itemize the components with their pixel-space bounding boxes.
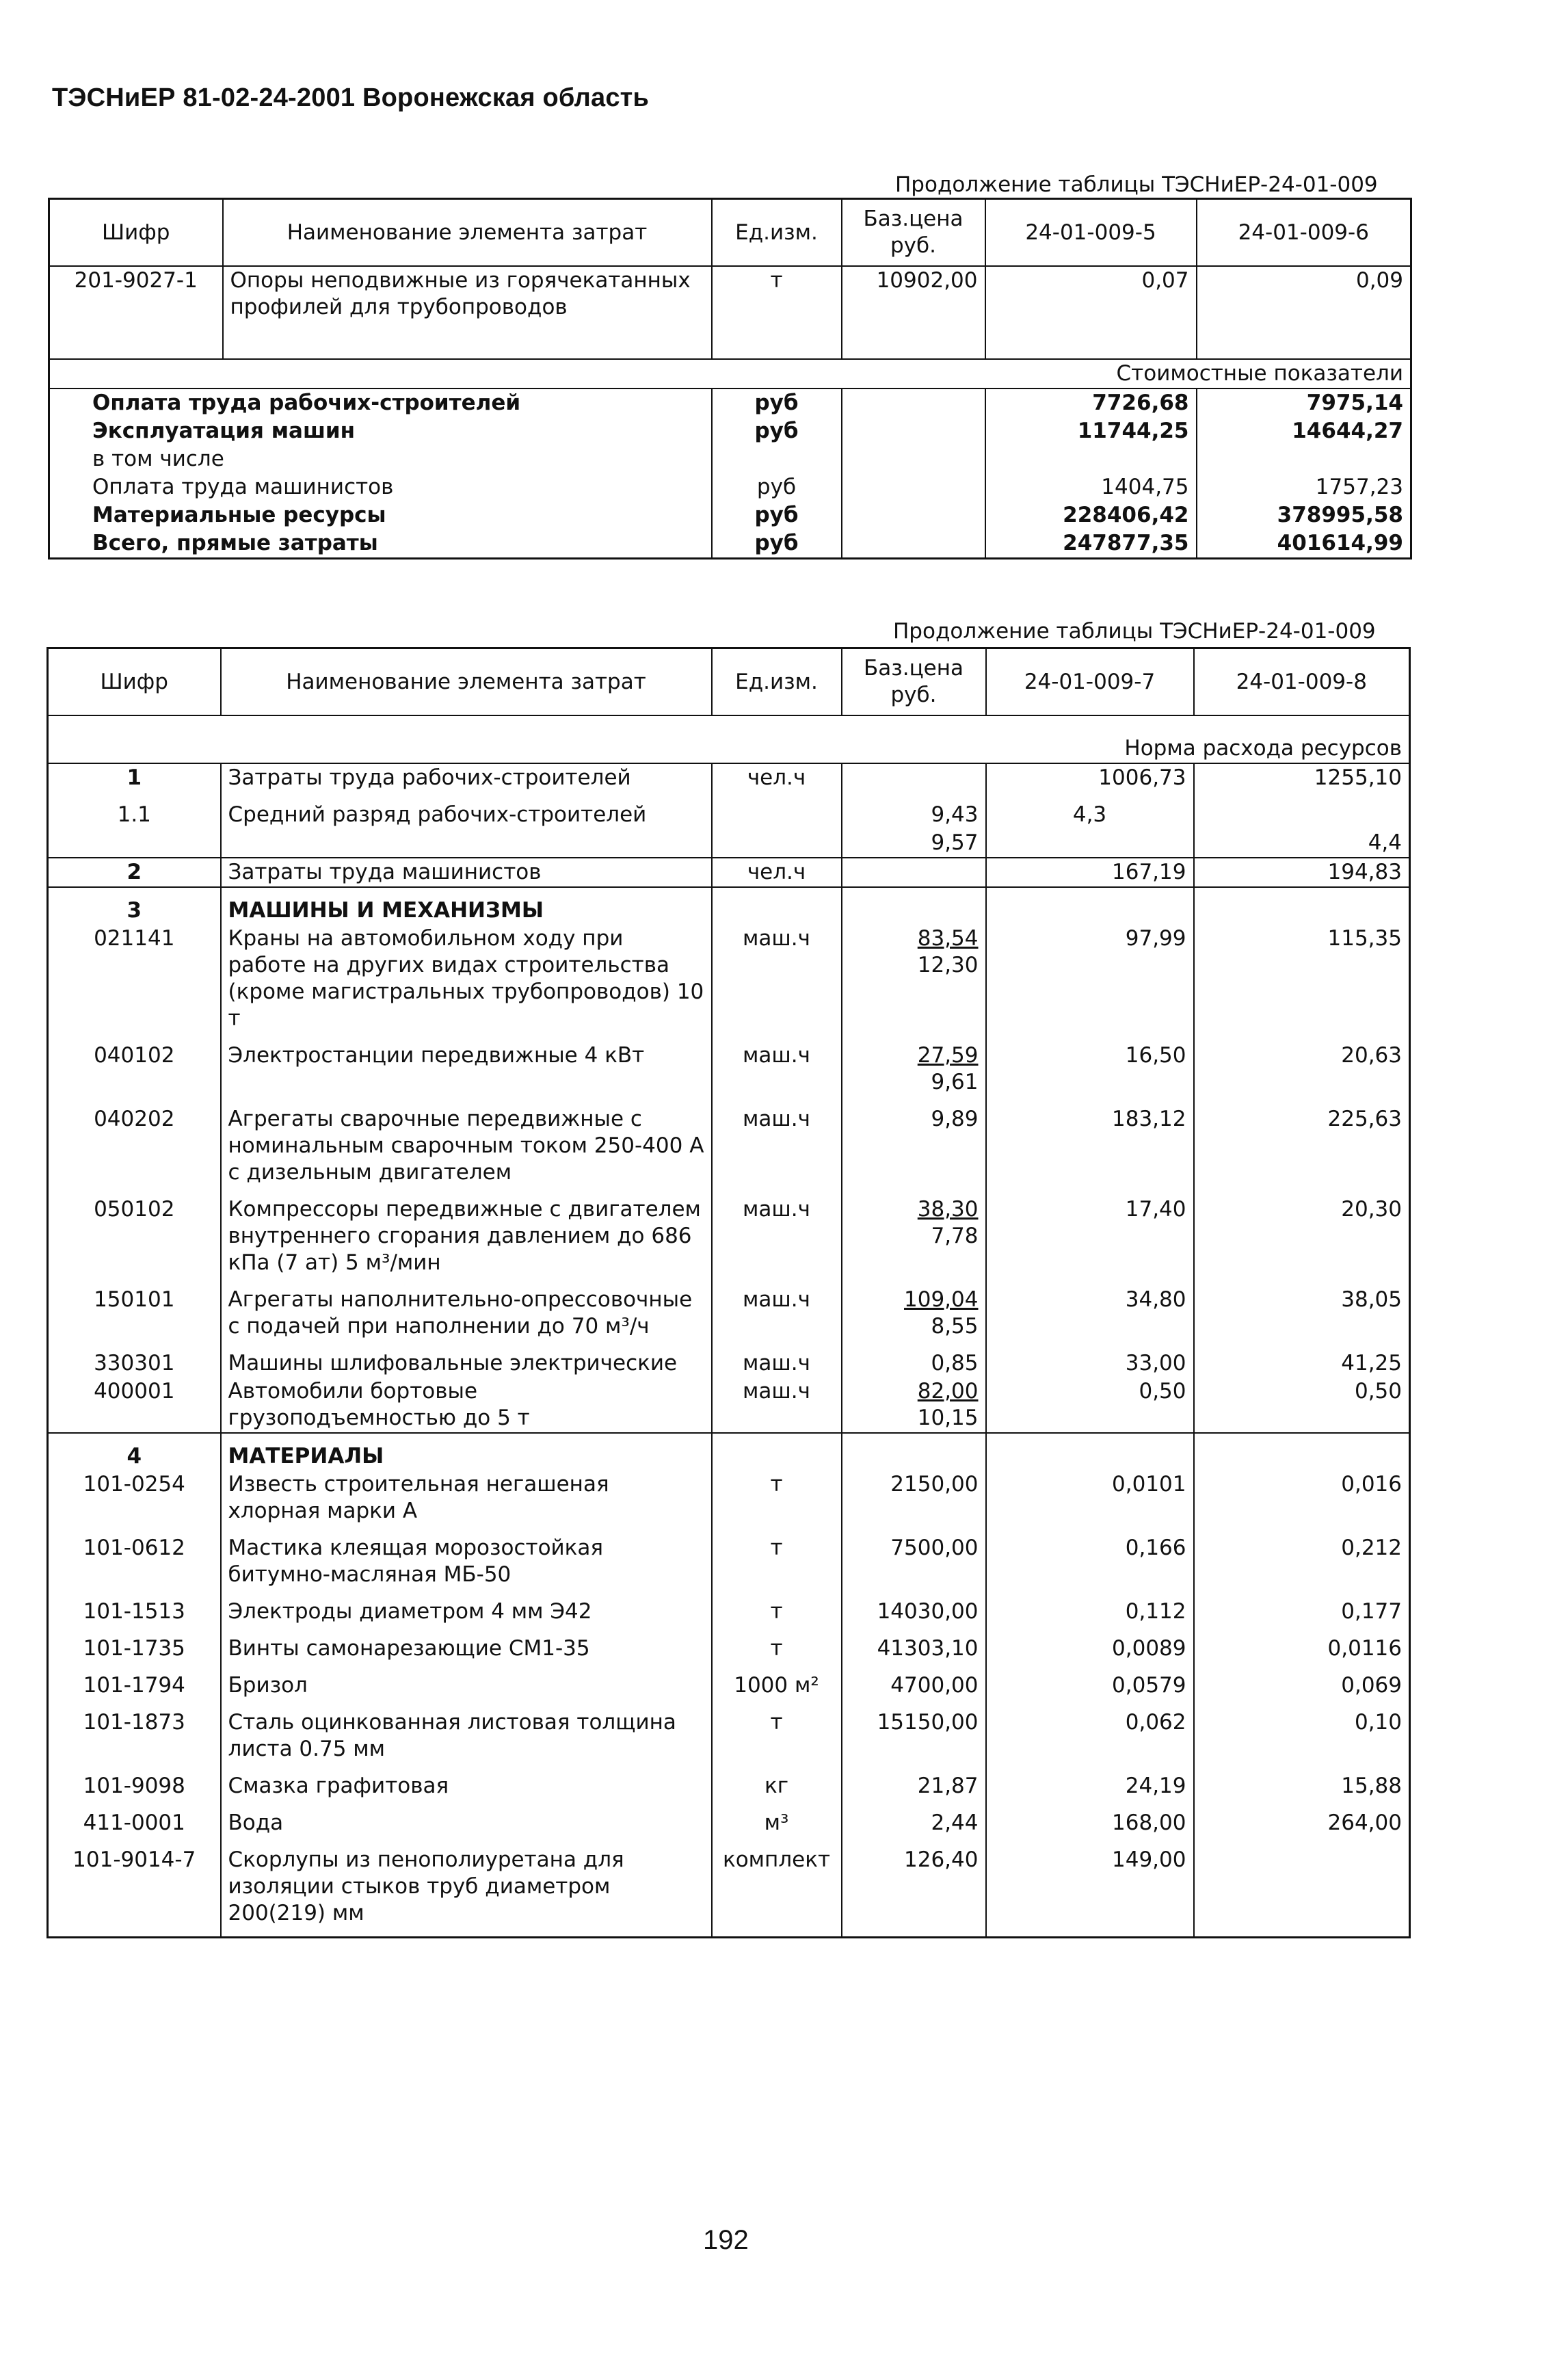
row-unit: чел.ч <box>712 763 842 792</box>
row-price-secondary: 9,61 <box>931 1070 979 1094</box>
cost-unit: руб <box>712 473 842 501</box>
row-name: Сталь оцинкованная листовая толщина листа 0.75 мм <box>221 1709 712 1772</box>
row-unit: т <box>712 1534 842 1598</box>
table-row <box>48 1349 1410 1378</box>
row-price: 109,04 <box>904 1287 979 1312</box>
section-row <box>49 359 1411 389</box>
row-code: 201-9027-1 <box>49 266 223 359</box>
table2-continuation-caption: Продолжение таблицы ТЭСНиЕР-24-01-009 <box>893 619 1376 644</box>
cost-value-b: 14644,27 <box>1197 417 1411 445</box>
row-name: Агрегаты сварочные передвижные с номинальным сварочным током 250-400 А с дизельным двигателем <box>221 1105 712 1196</box>
row-value-b: 0,09 <box>1197 266 1411 359</box>
row-price: 82,00 <box>917 1379 979 1404</box>
row-unit: т <box>712 1709 842 1772</box>
section-label: Стоимостные показатели <box>49 359 1411 389</box>
table-row <box>48 1598 1410 1635</box>
row-price: 10902,00 <box>842 266 985 359</box>
row-value-b: 0,016 <box>1194 1471 1410 1534</box>
page-number: 192 <box>703 2225 749 2255</box>
table-row <box>48 1709 1410 1772</box>
row-unit: кг <box>712 1772 842 1809</box>
table-row <box>48 858 1410 887</box>
table-row <box>48 763 1410 792</box>
row-value-a: 0,0089 <box>986 1635 1194 1672</box>
row-value-b: 0,0116 <box>1194 1635 1410 1672</box>
row-value-b: 4,4 <box>1194 829 1410 858</box>
row-value-a: 4,3 <box>986 792 1194 829</box>
row-name: Скорлупы из пенополиуретана для изоляции стыков труб диаметром 200(219) мм <box>221 1846 712 1938</box>
table-row <box>48 1846 1410 1938</box>
cost-unit: руб <box>712 417 842 445</box>
row-name: Электроды диаметром 4 мм Э42 <box>221 1598 712 1635</box>
header-col-b: 24-01-009-6 <box>1197 199 1411 267</box>
table-row <box>48 1772 1410 1809</box>
row-value-a: 33,00 <box>986 1349 1194 1378</box>
table-row <box>49 266 1411 359</box>
cost-value-b: 1757,23 <box>1197 473 1411 501</box>
row-value-a: 0,50 <box>986 1378 1194 1433</box>
row-value-a: 34,80 <box>986 1286 1194 1349</box>
row-unit: м³ <box>712 1809 842 1846</box>
row-unit: маш.ч <box>712 1378 842 1433</box>
row-code: 150101 <box>48 1286 221 1349</box>
table-row <box>48 1196 1410 1286</box>
table-row <box>49 417 1411 445</box>
row-unit: комплект <box>712 1846 842 1938</box>
cost-value-a: 247877,35 <box>985 529 1197 559</box>
row-value-a: 0,07 <box>985 266 1197 359</box>
row-price: 9,89 <box>842 1105 986 1196</box>
row-name: Мастика клеящая морозостойкая битумно-масляная МБ-50 <box>221 1534 712 1598</box>
row-value-b: 264,00 <box>1194 1809 1410 1846</box>
table-row <box>48 1672 1410 1709</box>
row-price: 21,87 <box>842 1772 986 1809</box>
row-name: Электростанции передвижные 4 кВт <box>221 1042 712 1105</box>
row-value-a: 1006,73 <box>986 763 1194 792</box>
row-name: Средний разряд рабочих-строителей <box>221 792 712 829</box>
row-price-secondary: 8,55 <box>931 1314 979 1339</box>
row-name: Агрегаты наполнительно-опрессовочные с подачей при наполнении до 70 м³/ч <box>221 1286 712 1349</box>
document-title: ТЭСНиЕР 81-02-24-2001 Воронежская область <box>52 83 650 112</box>
row-value-a: 168,00 <box>986 1809 1194 1846</box>
table-row <box>48 829 1410 858</box>
row-name: Затраты труда рабочих-строителей <box>221 763 712 792</box>
row-price: 2,44 <box>842 1809 986 1846</box>
row-code: 040202 <box>48 1105 221 1196</box>
section-label: Норма расхода ресурсов <box>48 715 1410 763</box>
section-heading: МАТЕРИАЛЫ <box>221 1433 712 1471</box>
row-value-a: 0,0101 <box>986 1471 1194 1534</box>
section-heading-row <box>48 1433 1410 1471</box>
cost-label: Оплата труда машинистов <box>49 473 712 501</box>
row-code: 101-9014-7 <box>48 1846 221 1938</box>
row-value-b: 0,10 <box>1194 1709 1410 1772</box>
header-code: Шифр <box>49 199 223 267</box>
row-unit: чел.ч <box>712 858 842 887</box>
header-col-a: 24-01-009-5 <box>985 199 1197 267</box>
row-code: 101-1513 <box>48 1598 221 1635</box>
row-code: 101-9098 <box>48 1772 221 1809</box>
table-row <box>49 473 1411 501</box>
row-price-secondary: 10,15 <box>917 1406 979 1430</box>
row-value-b: 0,069 <box>1194 1672 1410 1709</box>
table-row <box>48 1635 1410 1672</box>
cost-value-b: 7975,14 <box>1197 389 1411 417</box>
table-row <box>48 1105 1410 1196</box>
row-value-b: 115,35 <box>1194 925 1410 1042</box>
row-value-a: 24,19 <box>986 1772 1194 1809</box>
header-unit: Ед.изм. <box>712 648 842 716</box>
row-price: 14030,00 <box>842 1598 986 1635</box>
header-col-b: 24-01-009-8 <box>1194 648 1410 716</box>
row-unit: маш.ч <box>712 1105 842 1196</box>
row-unit: 1000 м² <box>712 1672 842 1709</box>
table-row <box>48 1534 1410 1598</box>
row-name: Винты самонарезающие СМ1-35 <box>221 1635 712 1672</box>
row-price-secondary: 12,30 <box>917 953 979 977</box>
row-name: Автомобили бортовые грузоподъемностью до 5 т <box>221 1378 712 1433</box>
row-price: 4700,00 <box>842 1672 986 1709</box>
row-name: Известь строительная негашеная хлорная марки А <box>221 1471 712 1534</box>
header-unit: Ед.изм. <box>712 199 842 267</box>
section-code: 3 <box>48 887 221 925</box>
row-name: Краны на автомобильном ходу при работе на других видах строительства (кроме магистральных трубопроводов) 10 т <box>221 925 712 1042</box>
table-row <box>49 445 1411 473</box>
row-value-b: 0,177 <box>1194 1598 1410 1635</box>
row-price: 7500,00 <box>842 1534 986 1598</box>
row-code: 050102 <box>48 1196 221 1286</box>
row-value-a: 0,166 <box>986 1534 1194 1598</box>
row-value-b <box>1194 1846 1410 1938</box>
row-price: 2150,00 <box>842 1471 986 1534</box>
cost-table-1 <box>48 198 1412 559</box>
row-value-b: 0,212 <box>1194 1534 1410 1598</box>
cost-unit: руб <box>712 529 842 559</box>
row-unit: т <box>712 1471 842 1534</box>
header-code: Шифр <box>48 648 221 716</box>
row-code: 101-0254 <box>48 1471 221 1534</box>
row-value-b: 1255,10 <box>1194 763 1410 792</box>
table-row <box>49 501 1411 529</box>
row-value-b: 20,63 <box>1194 1042 1410 1105</box>
row-value-a: 149,00 <box>986 1846 1194 1938</box>
row-unit: т <box>712 1598 842 1635</box>
cost-label: Всего, прямые затраты <box>49 529 712 559</box>
cost-unit: руб <box>712 389 842 417</box>
row-price: 9,43 <box>842 792 986 829</box>
row-name: Компрессоры передвижные с двигателем внутреннего сгорания давлением до 686 кПа (7 ат) 5 м³/мин <box>221 1196 712 1286</box>
row-value-a: 0,062 <box>986 1709 1194 1772</box>
header-price: Баз.цена руб. <box>842 199 985 267</box>
cost-value-a: 228406,42 <box>985 501 1197 529</box>
row-price: 83,54 <box>917 926 979 951</box>
header-name: Наименование элемента затрат <box>221 648 712 716</box>
row-value-a: 0,0579 <box>986 1672 1194 1709</box>
section-code: 4 <box>48 1433 221 1471</box>
table-row <box>48 1042 1410 1105</box>
row-price: 38,30 <box>917 1197 979 1222</box>
resource-table-2 <box>46 647 1411 1938</box>
cost-value-a: 7726,68 <box>985 389 1197 417</box>
row-code: 400001 <box>48 1378 221 1433</box>
row-price-secondary: 7,78 <box>931 1224 979 1248</box>
header-price: Баз.цена руб. <box>842 648 986 716</box>
row-price: 126,40 <box>842 1846 986 1938</box>
row-unit: маш.ч <box>712 1286 842 1349</box>
table-row <box>48 1471 1410 1534</box>
row-price: 9,57 <box>842 829 986 858</box>
cost-value-a: 1404,75 <box>985 473 1197 501</box>
row-code: 330301 <box>48 1349 221 1378</box>
row-unit: маш.ч <box>712 1349 842 1378</box>
row-value-b: 41,25 <box>1194 1349 1410 1378</box>
cost-value-b: 401614,99 <box>1197 529 1411 559</box>
row-code: 101-1735 <box>48 1635 221 1672</box>
row-value-a: 97,99 <box>986 925 1194 1042</box>
row-unit: маш.ч <box>712 1042 842 1105</box>
table-row <box>48 925 1410 1042</box>
row-value-a: 16,50 <box>986 1042 1194 1105</box>
row-value-a: 0,112 <box>986 1598 1194 1635</box>
table-row <box>48 1286 1410 1349</box>
row-code: 101-0612 <box>48 1534 221 1598</box>
row-code: 101-1794 <box>48 1672 221 1709</box>
table-row <box>48 1809 1410 1846</box>
row-unit: маш.ч <box>712 925 842 1042</box>
row-unit: маш.ч <box>712 1196 842 1286</box>
row-value-b: 38,05 <box>1194 1286 1410 1349</box>
row-unit: т <box>712 266 842 359</box>
row-value-b: 15,88 <box>1194 1772 1410 1809</box>
table1-continuation-caption: Продолжение таблицы ТЭСНиЕР-24-01-009 <box>895 172 1378 197</box>
row-value-a: 167,19 <box>986 858 1194 887</box>
row-value-a: 183,12 <box>986 1105 1194 1196</box>
table-row <box>48 1378 1410 1433</box>
cost-unit: руб <box>712 501 842 529</box>
table2-header-row <box>48 648 1410 716</box>
row-name: Машины шлифовальные электрические <box>221 1349 712 1378</box>
row-code: 1.1 <box>48 792 221 829</box>
cost-label: Оплата труда рабочих-строителей <box>49 389 712 417</box>
row-code: 101-1873 <box>48 1709 221 1772</box>
section-row <box>48 715 1410 763</box>
cost-label: Эксплуатация машин <box>49 417 712 445</box>
cost-label: Материальные ресурсы <box>49 501 712 529</box>
row-name: Опоры неподвижные из горячекатанных профилей для трубопроводов <box>223 266 712 359</box>
row-price: 15150,00 <box>842 1709 986 1772</box>
row-name: Бризол <box>221 1672 712 1709</box>
row-value-a: 17,40 <box>986 1196 1194 1286</box>
row-unit: т <box>712 1635 842 1672</box>
table1-header-row <box>49 199 1411 267</box>
row-value-b: 0,50 <box>1194 1378 1410 1433</box>
row-price: 0,85 <box>842 1349 986 1378</box>
row-price: 27,59 <box>917 1043 979 1068</box>
row-name: Смазка графитовая <box>221 1772 712 1809</box>
section-heading: МАШИНЫ И МЕХАНИЗМЫ <box>221 887 712 925</box>
row-value-b: 20,30 <box>1194 1196 1410 1286</box>
table-row <box>48 792 1410 829</box>
table-row <box>49 389 1411 417</box>
cost-value-a: 11744,25 <box>985 417 1197 445</box>
row-name: Затраты труда машинистов <box>221 858 712 887</box>
row-code: 2 <box>48 858 221 887</box>
header-name: Наименование элемента затрат <box>223 199 712 267</box>
row-code: 411-0001 <box>48 1809 221 1846</box>
cost-value-b: 378995,58 <box>1197 501 1411 529</box>
row-price: 41303,10 <box>842 1635 986 1672</box>
row-value-b: 225,63 <box>1194 1105 1410 1196</box>
row-code: 1 <box>48 763 221 792</box>
table-row <box>49 529 1411 559</box>
row-code: 021141 <box>48 925 221 1042</box>
section-heading-row <box>48 887 1410 925</box>
header-col-a: 24-01-009-7 <box>986 648 1194 716</box>
cost-label: в том числе <box>49 445 712 473</box>
row-name: Вода <box>221 1809 712 1846</box>
row-code: 040102 <box>48 1042 221 1105</box>
row-value-b: 194,83 <box>1194 858 1410 887</box>
